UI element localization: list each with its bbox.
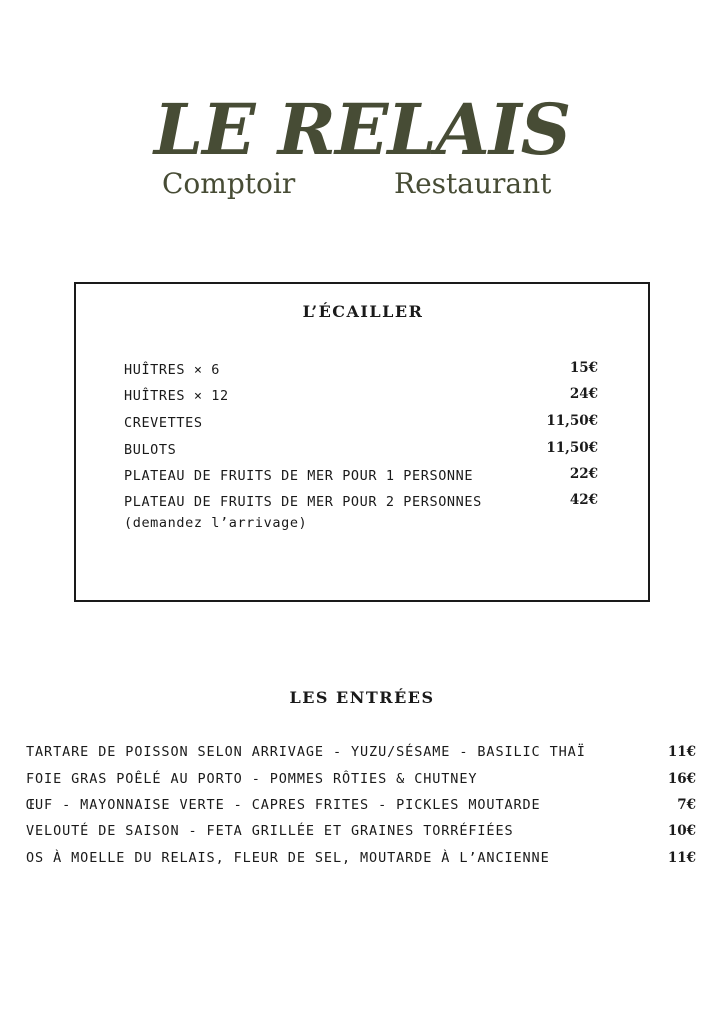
menu-item-name: FOIE GRAS POÊLÉ AU PORTO - POMMES RÔTIES & CHUTNEY [26,771,478,787]
menu-item-price: 11,50€ [546,413,598,429]
menu-item-name: CREVETTES [124,415,203,431]
subtitle-comptoir: Comptoir [162,167,296,200]
restaurant-name: LE RELAIS [153,88,571,171]
menu-item-price: 22€ [569,466,598,482]
menu-item-name: OS À MOELLE DU RELAIS, FLEUR DE SEL, MOUTARDE À L’ANCIENNE [26,850,550,866]
menu-item-price: 24€ [569,386,598,402]
menu-item-price: 11,50€ [546,440,598,456]
menu-item-name: HUÎTRES × 6 [124,362,221,378]
menu-item-price: 7€ [677,797,696,813]
menu-item-name: PLATEAU DE FRUITS DE MER POUR 1 PERSONNE [124,468,474,484]
menu-item-price: 10€ [667,823,696,839]
menu-item-price: 15€ [569,360,598,376]
entrees-title: LES ENTRÉES [289,688,435,707]
menu-item-name: TARTARE DE POISSON SELON ARRIVAGE - YUZU/SÉSAME - BASILIC THAÏ [26,744,586,760]
menu-item-name: VELOUTÉ DE SAISON - FETA GRILLÉE ET GRAINES TORRÉFIÉES [26,823,514,839]
menu-item-name: BULOTS [124,442,177,458]
menu-item-name: HUÎTRES × 12 [124,388,229,404]
ecailler-title: L’ÉCAILLER [302,302,424,321]
menu-item-name: PLATEAU DE FRUITS DE MER POUR 2 PERSONNES [124,494,482,510]
menu-item-name: ŒUF - MAYONNAISE VERTE - CAPRES FRITES - PICKLES MOUTARDE [26,797,541,813]
menu-item-price: 16€ [667,771,696,787]
subtitle-restaurant: Restaurant [394,167,552,200]
ecailler-section [74,282,650,602]
menu-item-note: (demandez l’arrivage) [124,515,308,531]
menu-item-price: 11€ [667,744,696,760]
menu-item-price: 42€ [569,492,598,508]
menu-item-price: 11€ [667,850,696,866]
